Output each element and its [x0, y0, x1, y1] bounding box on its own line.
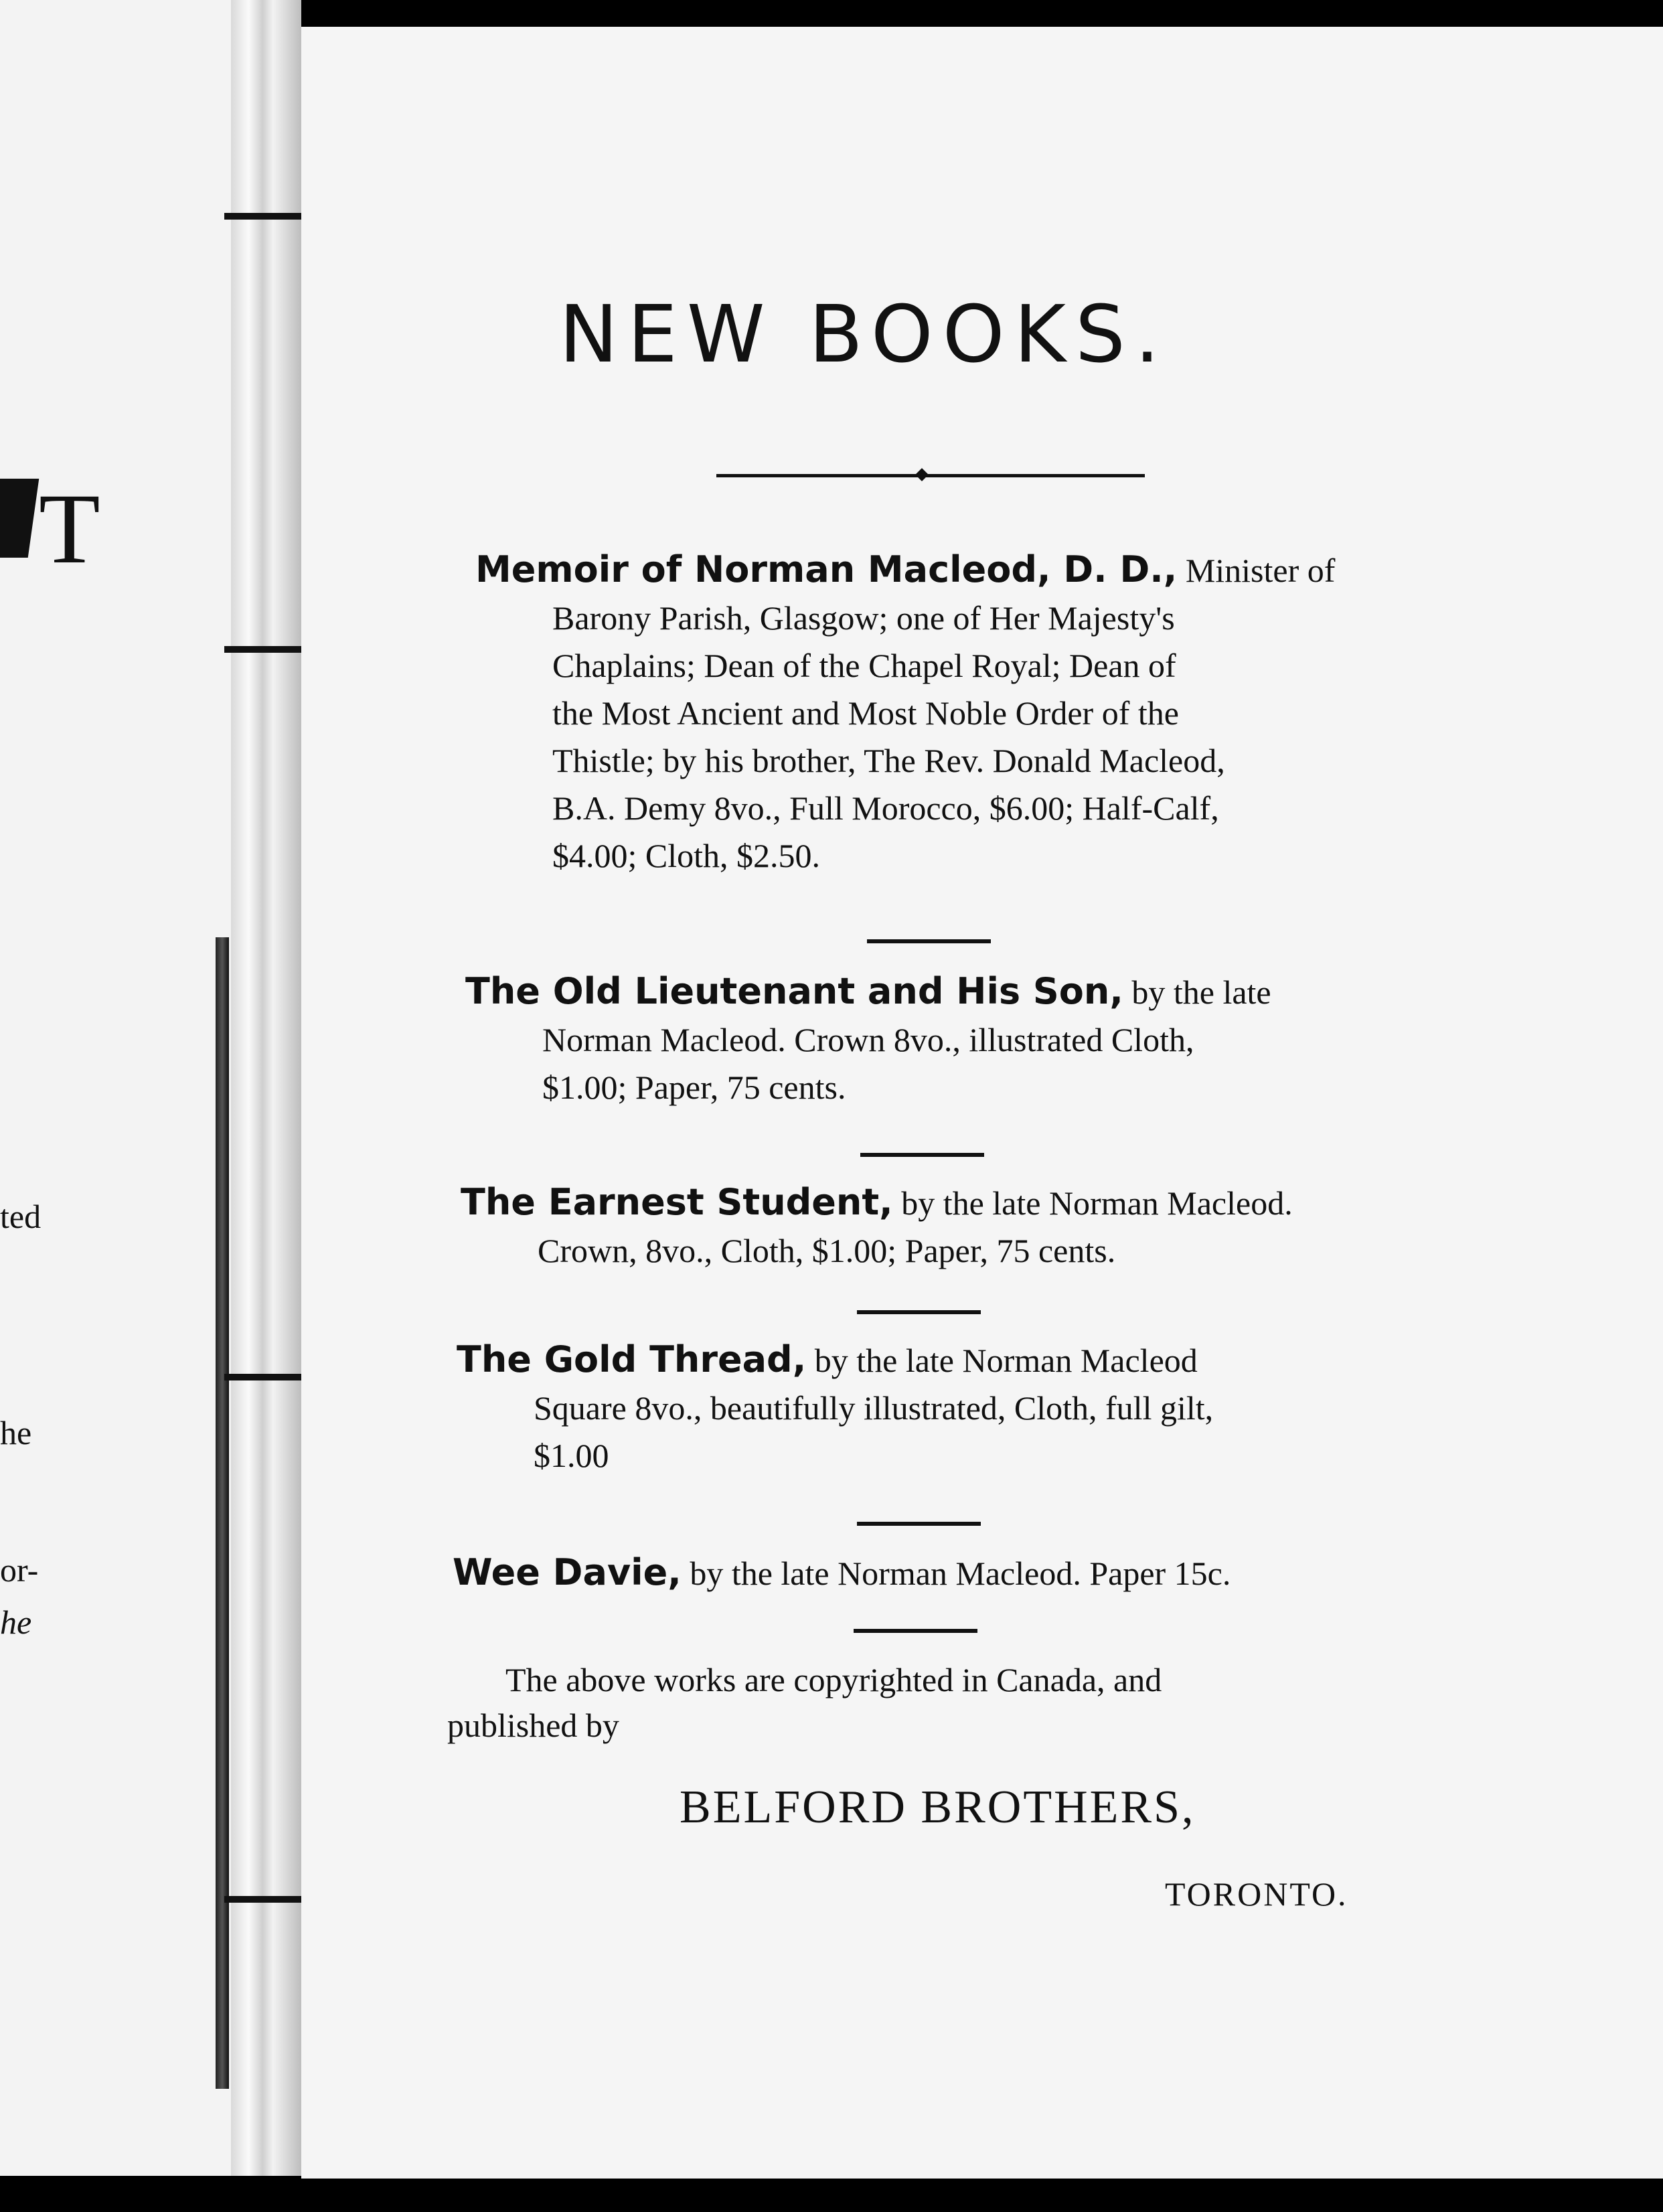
left-page-fragment: T [0, 479, 100, 579]
section-rule [854, 1629, 977, 1633]
book-description: by the late Norman Macleod. [892, 1184, 1293, 1222]
book-description: Chaplains; Dean of the Chapel Royal; Dean of [552, 647, 1176, 684]
book-entry-gold-thread [457, 1336, 1394, 1480]
book-description: Norman Macleod. Crown 8vo., illustrated Cloth, [542, 1021, 1194, 1058]
book-description: $1.00; Paper, 75 cents. [542, 1069, 846, 1106]
book-description: by the late Norman Macleod. Paper 15c. [681, 1555, 1231, 1592]
spine-edge [216, 937, 229, 2089]
book-title: The Old Lieutenant and His Son, [465, 970, 1123, 1012]
copyright-note: The above works are copyrighted in Canada, and [505, 1661, 1162, 1698]
book-entry-old-lieutenant [465, 967, 1403, 1111]
book-title: Memoir of Norman Macleod, D. D., [475, 548, 1178, 590]
section-rule [860, 1153, 984, 1157]
book-description: Crown, 8vo., Cloth, $1.00; Paper, 75 cents. [538, 1232, 1116, 1269]
book-description: $4.00; Cloth, $2.50. [552, 837, 821, 874]
left-facing-page [0, 0, 231, 2176]
book-entry-wee-davie [453, 1549, 1390, 1597]
page-title: NEW BOOKS. [559, 288, 1170, 380]
book-description: Square 8vo., beautifully illustrated, Cloth, full gilt, [534, 1389, 1214, 1427]
book-description: by the late [1123, 973, 1271, 1011]
book-entry-earnest-student [461, 1178, 1398, 1275]
book-description: B.A. Demy 8vo., Full Morocco, $6.00; Half-Calf, [552, 789, 1219, 827]
left-page-fragment: he [0, 1414, 32, 1451]
section-rule [857, 1522, 981, 1526]
book-gutter [231, 0, 301, 2176]
book-description: Barony Parish, Glasgow; one of Her Majesty's [552, 599, 1175, 637]
book-description: the Most Ancient and Most Noble Order of the [552, 694, 1179, 732]
left-page-fragment: ted [0, 1198, 42, 1235]
publisher-name: BELFORD BROTHERS, [680, 1782, 1196, 1833]
copyright-note: published by [447, 1707, 619, 1744]
book-description: $1.00 [534, 1437, 609, 1474]
book-description: Thistle; by his brother, The Rev. Donald Macleod, [552, 742, 1225, 779]
section-rule [867, 939, 991, 943]
section-rule [857, 1310, 981, 1314]
book-title: The Earnest Student, [461, 1181, 893, 1223]
title-ornament-rule [716, 472, 1145, 479]
book-title: Wee Davie, [453, 1551, 682, 1593]
book-description: Minister of [1177, 552, 1336, 589]
book-title: The Gold Thread, [457, 1338, 807, 1380]
book-entry-memoir [475, 546, 1406, 880]
book-description: by the late Norman Macleod [806, 1342, 1198, 1379]
left-page-fragment: or- [0, 1551, 39, 1589]
left-page-fragment: he [0, 1603, 32, 1641]
publisher-city: TORONTO. [1165, 1875, 1348, 1913]
